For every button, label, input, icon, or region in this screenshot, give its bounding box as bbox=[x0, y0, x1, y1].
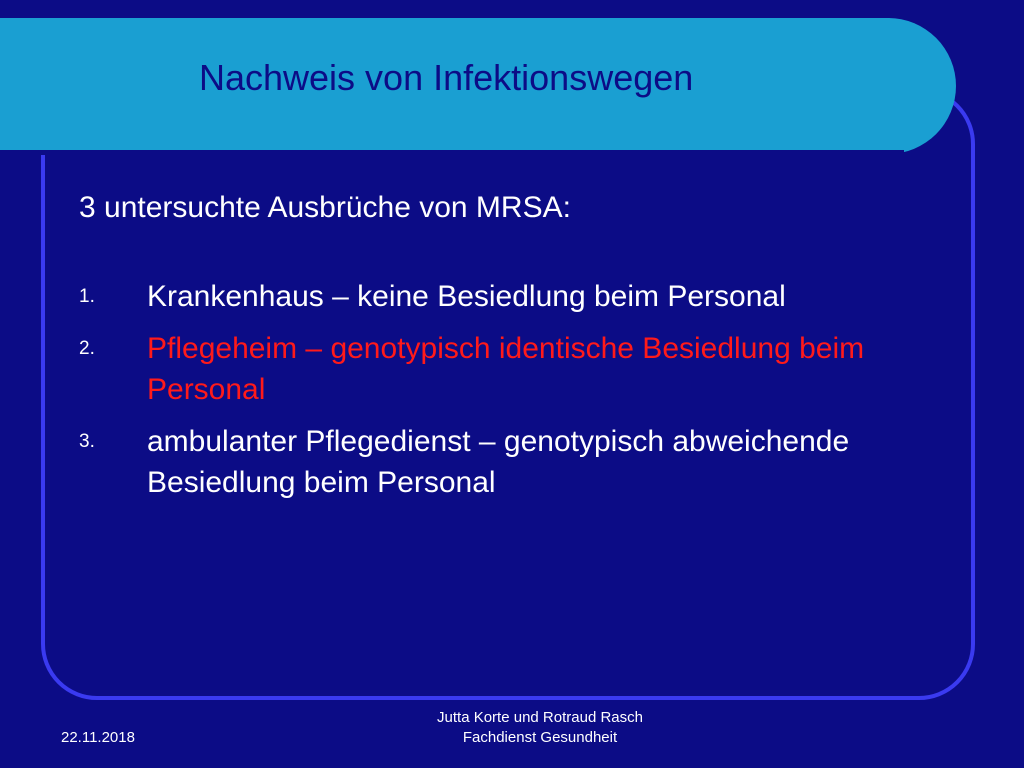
list-item-3 bbox=[79, 421, 929, 503]
list-text: Pflegeheim – genotypisch identische Besiedlung beim Personal bbox=[147, 332, 865, 406]
title-underline bbox=[0, 150, 904, 155]
footer-department: Fachdienst Gesundheit bbox=[462, 728, 618, 746]
list-number: 3. bbox=[79, 431, 95, 452]
slide-body bbox=[79, 190, 929, 514]
list-text: ambulanter Pflegedienst – genotypisch abweichende Besiedlung beim Personal bbox=[147, 425, 850, 499]
footer-date: 22.11.2018 bbox=[61, 729, 135, 746]
list-item-1 bbox=[79, 276, 929, 317]
list-number: 2. bbox=[79, 338, 95, 359]
intro-text: 3 untersuchte Ausbrüche von MRSA: bbox=[79, 191, 571, 224]
outbreak-list bbox=[79, 276, 929, 503]
footer-author: Jutta Korte und Rotraud Rasch bbox=[437, 709, 643, 726]
list-item-2 bbox=[79, 328, 929, 410]
footer-credit bbox=[330, 708, 750, 747]
list-number: 1. bbox=[79, 286, 95, 307]
list-text: Krankenhaus – keine Besiedlung beim Personal bbox=[147, 280, 786, 313]
slide-title: Nachweis von Infektionswegen bbox=[199, 57, 694, 98]
